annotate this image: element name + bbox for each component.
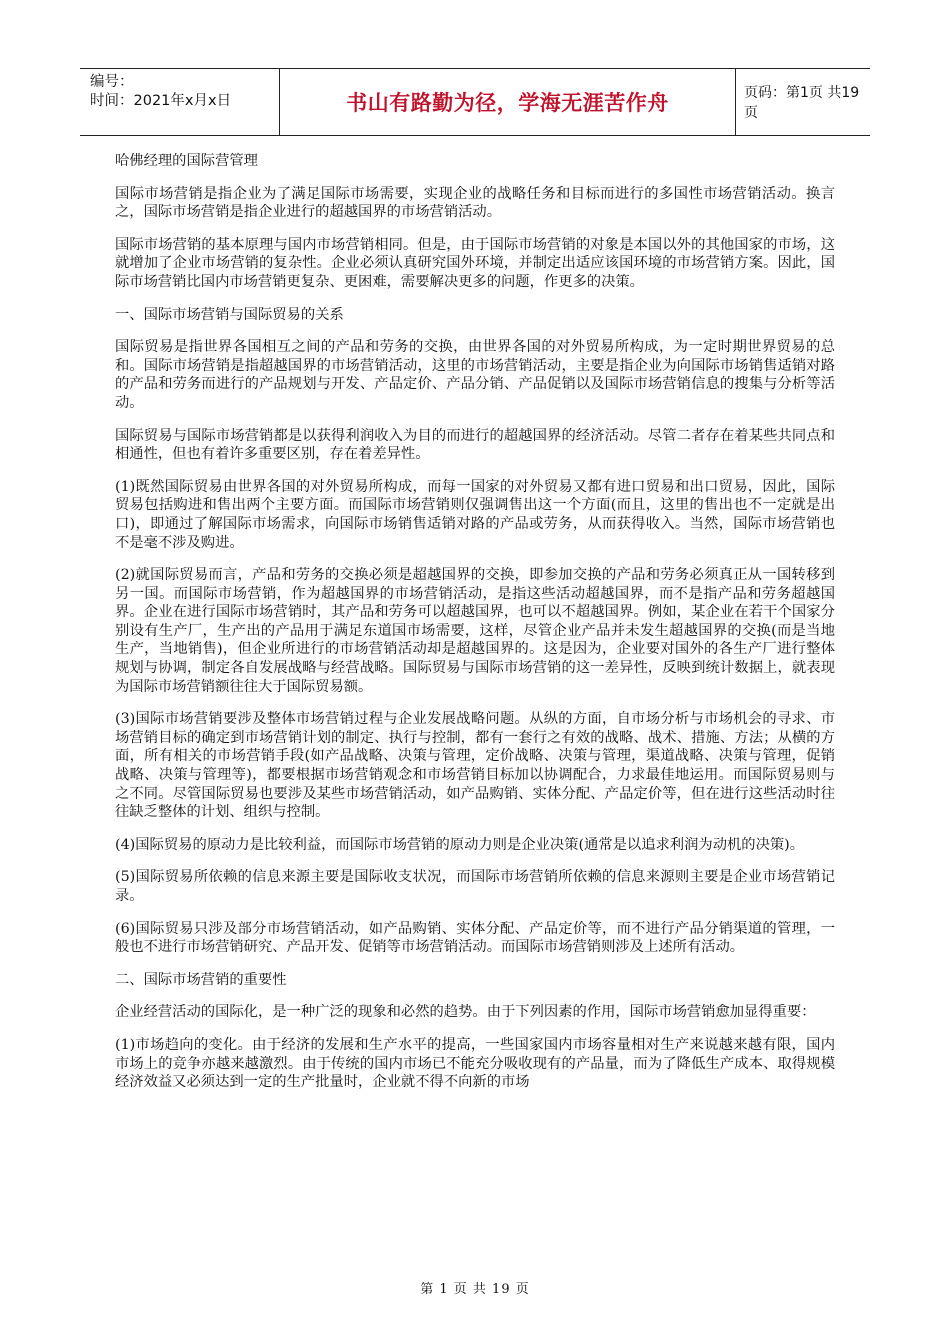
paragraph: (2)就国际贸易而言，产品和劳务的交换必须是超越国界的交换，即参加交换的产品和劳务必须真正从一国转移到另一国。而国际市场营销，作为超越国界的市场营销活动，是指这些活动超越国界，而不是指产品和劳务超越国界。企业在进行国际市场营销时，其产品和劳务可以超越国界，也可以不超越国界。例如，某企业在若干个国家分别设有生产厂，生产出的产品用于满足东道国市场需要，这样，尽管企业产品并未发生超越国界的交换(而是当地生产，当地销售)，但企业所进行的市场营销活动却是超越国界的。这是因为，企业要对国外的各生产厂进行整体规划与协调，制定各自发展战略与经营战略。国际贸易与国际市场营销的这一差异性，反映到统计数据上，就表现为国际市场营销额往往大于国际贸易额。 <box>115 567 835 695</box>
paragraph: (4)国际贸易的原动力是比较利益，而国际市场营销的原动力则是企业决策(通常是以追求利润为动机的决策)。 <box>115 836 805 853</box>
document-body <box>115 152 835 1106</box>
document-title: 哈佛经理的国际营管理 <box>115 153 258 169</box>
paragraph: 国际贸易与国际市场营销都是以获得利润收入为目的而进行的超越国界的经济活动。尽管二者存在着某些共同点和相通性，但也有着许多重要区别，存在着差异性。 <box>115 427 835 463</box>
header-page-info: 页码：第1页 共19页 <box>744 85 860 121</box>
header-motto: 书山有路勤为径，学海无涯苦作舟 <box>280 69 736 135</box>
paragraph: 国际贸易是指世界各国相互之间的产品和劳务的交换，由世界各国的对外贸易所构成，为一定时期世界贸易的总和。国际市场营销是指超越国界的市场营销活动，这里的市场营销活动，主要是指企业为向国际市场销售适销对路的产品和劳务而进行的产品规划与开发、产品定价、产品分销、产品促销以及国际市场营销信息的搜集与分析等活动。 <box>115 339 835 411</box>
header-meta <box>80 69 280 135</box>
section-heading: 一、国际市场营销与国际贸易的关系 <box>115 306 344 323</box>
section-heading: 二、国际市场营销的重要性 <box>115 971 287 988</box>
doc-date-label: 时间：2021年x月x日 <box>90 93 232 109</box>
paragraph: 国际市场营销的基本原理与国内市场营销相同。但是，由于国际市场营销的对象是本国以外的其他国家的市场，这就增加了企业市场营销的复杂性。企业必须认真研究国外环境，并制定出适应该国环境的市场营销方案。因此，国际市场营销比国内市场营销更复杂、更困难，需要解决更多的问题，作更多的决策。 <box>115 236 835 290</box>
page-footer: 第 1 页 共 19 页 <box>420 1282 530 1297</box>
paragraph: 企业经营活动的国际化，是一种广泛的现象和必然的趋势。由于下列因素的作用，国际市场营销愈加显得重要： <box>115 1004 816 1021</box>
doc-number-label: 编号： <box>90 74 134 90</box>
paragraph: (1)既然国际贸易由世界各国的对外贸易所构成，而每一国家的对外贸易又都有进口贸易和出口贸易，因此，国际贸易包括购进和售出两个主要方面。而国际市场营销则仅强调售出这一个方面(而且，这里的售出也不一定就是出口)，即通过了解国际市场需求，向国际市场销售适销对路的产品或劳务，从而获得收入。当然，国际市场营销也不是毫不涉及购进。 <box>115 478 835 551</box>
paragraph: (1)市场趋向的变化。由于经济的发展和生产水平的提高，一些国家国内市场容量相对生产来说越来越有限，国内市场上的竞争亦越来越激烈。由于传统的国内市场已不能充分吸收现有的产品量，而为了降低生产成本、取得规模经济效益又必须达到一定的生产批量时，企业就不得不向新的市场 <box>115 1036 835 1091</box>
paragraph: (6)国际贸易只涉及部分市场营销活动，如产品购销、实体分配、产品定价等，而不进行产品分销渠道的管理，一般也不进行市场营销研究、产品开发、促销等市场营销活动。而国际市场营销则涉及上述所有活动。 <box>115 920 835 956</box>
paragraph: 国际市场营销是指企业为了满足国际市场需要，实现企业的战略任务和目标而进行的多国性市场营销活动。换言之，国际市场营销是指企业进行的超越国界的市场营销活动。 <box>115 185 835 221</box>
paragraph: (5)国际贸易所依赖的信息来源主要是国际收支状况，而国际市场营销所依赖的信息来源则主要是企业市场营销记录。 <box>115 869 835 904</box>
paragraph: (3)国际市场营销要涉及整体市场营销过程与企业发展战略问题。从纵的方面，自市场分析与市场机会的寻求、市场营销目标的确定到市场营销计划的制定、执行与控制，都有一套行之有效的战略、战术、措施、方法；从横的方面，所有相关的市场营销手段(如产品战略、决策与管理，定价战略、决策与管理，渠道战略、决策与管理，促销战略、决策与管理等)，都要根据市场营销观念和市场营销目标加以协调配合，力求最佳地运用。而国际贸易则与之不同。尽管国际贸易也要涉及某些市场营销活动，如产品购销、实体分配、产品定价等，但在进行这些活动时往往缺乏整体的计划、组织与控制。 <box>115 711 835 821</box>
page-header <box>80 68 870 136</box>
